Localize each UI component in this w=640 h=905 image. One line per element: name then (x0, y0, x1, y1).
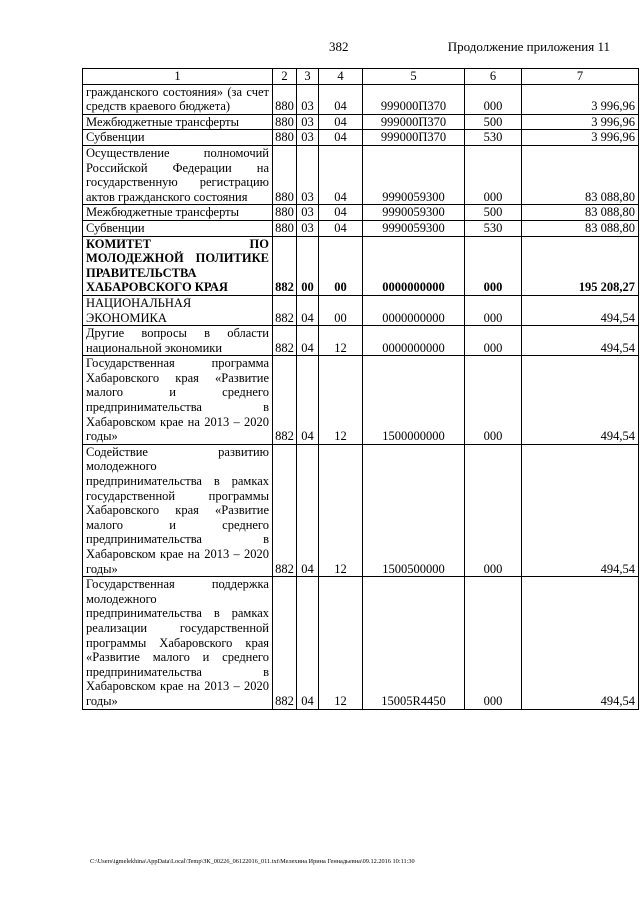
appendix-continuation-label: Продолжение приложения 11 (447, 39, 610, 54)
table-row (83, 205, 639, 221)
row-ministry-code: 880 (273, 114, 297, 130)
row-section-code: 04 (297, 444, 319, 576)
table-row (83, 84, 639, 114)
footer-file-path: C:\Users\igmelekhina\AppData\Local\Temp\ЗК_00226_06122016_011.txt\Мелехина Ирина Геннадьевна\09.12.2016 10:11:30 (90, 858, 415, 865)
row-ministry-code: 880 (273, 84, 297, 114)
table-row (83, 145, 639, 204)
row-target-code: 9990059300 (363, 205, 465, 221)
column-header: 2 (273, 69, 297, 85)
row-amount: 494,54 (522, 577, 639, 709)
table-row (83, 444, 639, 576)
row-ministry-code: 880 (273, 220, 297, 236)
row-subsection-code: 12 (319, 356, 363, 445)
row-ministry-code: 882 (273, 295, 297, 325)
row-ministry-code: 882 (273, 444, 297, 576)
row-target-code: 1500500000 (363, 444, 465, 576)
row-target-code: 9990059300 (363, 145, 465, 204)
row-name: Субвенции (83, 130, 273, 146)
row-subsection-code: 00 (319, 236, 363, 295)
row-subsection-code: 04 (319, 220, 363, 236)
row-section-code: 03 (297, 145, 319, 204)
row-name: КОМИТЕТ ПО МОЛОДЕЖНОЙ ПОЛИТИКЕ ПРАВИТЕЛЬСТВА ХАБАРОВСКОГО КРАЯ (83, 236, 273, 295)
row-expense-type: 000 (465, 326, 522, 356)
row-amount: 3 996,96 (522, 130, 639, 146)
budget-table (82, 68, 639, 710)
row-expense-type: 530 (465, 130, 522, 146)
column-header: 5 (363, 69, 465, 85)
row-subsection-code: 04 (319, 130, 363, 146)
row-name: Межбюджетные трансферты (83, 114, 273, 130)
row-section-code: 03 (297, 220, 319, 236)
row-amount: 494,54 (522, 326, 639, 356)
row-name: Субвенции (83, 220, 273, 236)
row-expense-type: 530 (465, 220, 522, 236)
row-expense-type: 000 (465, 145, 522, 204)
row-subsection-code: 12 (319, 326, 363, 356)
row-target-code: 0000000000 (363, 326, 465, 356)
row-expense-type: 000 (465, 84, 522, 114)
row-expense-type: 500 (465, 114, 522, 130)
row-ministry-code: 880 (273, 130, 297, 146)
table-row (83, 236, 639, 295)
column-header: 4 (319, 69, 363, 85)
row-target-code: 0000000000 (363, 236, 465, 295)
row-expense-type: 000 (465, 236, 522, 295)
row-expense-type: 000 (465, 577, 522, 709)
row-ministry-code: 880 (273, 145, 297, 204)
page-number: 382 (329, 39, 349, 54)
column-header: 1 (83, 69, 273, 85)
row-target-code: 9990059300 (363, 220, 465, 236)
row-section-code: 00 (297, 236, 319, 295)
row-section-code: 03 (297, 84, 319, 114)
row-expense-type: 500 (465, 205, 522, 221)
row-expense-type: 000 (465, 444, 522, 576)
row-name: Другие вопросы в области национальной экономики (83, 326, 273, 356)
row-name: Содействие развитию молодежного предпринимательства в рамках государственной программы Хабаровского края «Развитие малого и среднего предпринимательства в Хабаровском крае на 2013 – 2020 годы» (83, 444, 273, 576)
row-amount: 3 996,96 (522, 84, 639, 114)
table-row (83, 220, 639, 236)
row-subsection-code: 04 (319, 84, 363, 114)
table-header-row (83, 69, 639, 85)
row-subsection-code: 12 (319, 444, 363, 576)
row-section-code: 03 (297, 205, 319, 221)
row-expense-type: 000 (465, 356, 522, 445)
row-target-code: 999000П370 (363, 84, 465, 114)
table-row (83, 295, 639, 325)
row-name: Государственная поддержка молодежного предпринимательства в рамках реализации государственной программы Хабаровского края «Развитие малого и среднего предпринимательства в Хабаровском крае на 2013 – 2020 годы» (83, 577, 273, 709)
row-amount: 195 208,27 (522, 236, 639, 295)
table-row (83, 114, 639, 130)
row-target-code: 999000П370 (363, 114, 465, 130)
row-ministry-code: 882 (273, 326, 297, 356)
row-subsection-code: 04 (319, 205, 363, 221)
row-ministry-code: 880 (273, 205, 297, 221)
row-amount: 494,54 (522, 356, 639, 445)
row-amount: 494,54 (522, 295, 639, 325)
table-row (83, 326, 639, 356)
row-name: Государственная программа Хабаровского края «Развитие малого и среднего предпринимательства в Хабаровском крае на 2013 – 2020 годы» (83, 356, 273, 445)
row-amount: 83 088,80 (522, 145, 639, 204)
table-row (83, 130, 639, 146)
row-name: Межбюджетные трансферты (83, 205, 273, 221)
row-target-code: 0000000000 (363, 295, 465, 325)
row-expense-type: 000 (465, 295, 522, 325)
row-section-code: 04 (297, 356, 319, 445)
row-amount: 83 088,80 (522, 205, 639, 221)
row-ministry-code: 882 (273, 356, 297, 445)
table-row (83, 577, 639, 709)
row-name: Осуществление полномочий Российской Федерации на государственную регистрацию актов гражданского состояния (83, 145, 273, 204)
row-section-code: 03 (297, 130, 319, 146)
column-header: 6 (465, 69, 522, 85)
row-target-code: 1500000000 (363, 356, 465, 445)
row-target-code: 999000П370 (363, 130, 465, 146)
row-name: гражданского состояния» (за счет средств краевого бюджета) (83, 84, 273, 114)
row-name: НАЦИОНАЛЬНАЯ ЭКОНОМИКА (83, 295, 273, 325)
column-header: 7 (522, 69, 639, 85)
column-header: 3 (297, 69, 319, 85)
row-section-code: 04 (297, 295, 319, 325)
row-ministry-code: 882 (273, 236, 297, 295)
row-subsection-code: 12 (319, 577, 363, 709)
row-amount: 494,54 (522, 444, 639, 576)
row-section-code: 04 (297, 326, 319, 356)
row-section-code: 04 (297, 577, 319, 709)
row-section-code: 03 (297, 114, 319, 130)
table-row (83, 356, 639, 445)
row-amount: 3 996,96 (522, 114, 639, 130)
row-subsection-code: 04 (319, 114, 363, 130)
row-subsection-code: 04 (319, 145, 363, 204)
row-ministry-code: 882 (273, 577, 297, 709)
row-target-code: 15005R4450 (363, 577, 465, 709)
row-subsection-code: 00 (319, 295, 363, 325)
row-amount: 83 088,80 (522, 220, 639, 236)
